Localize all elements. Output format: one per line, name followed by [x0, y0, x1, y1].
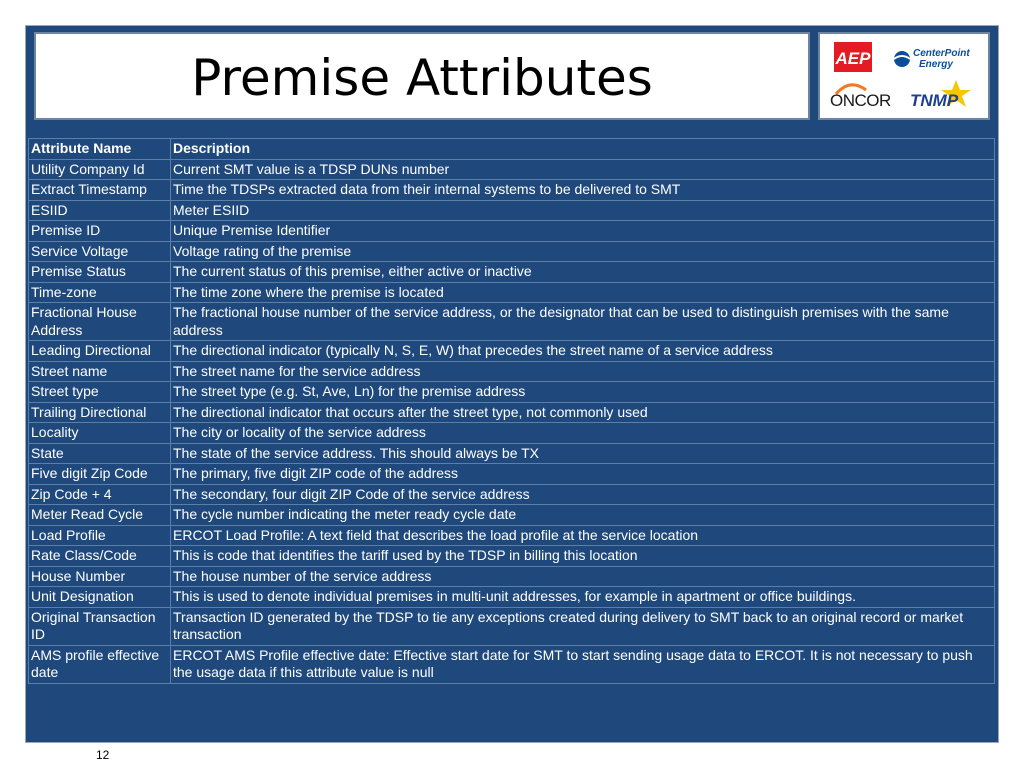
attribute-name-cell: Rate Class/Code: [29, 546, 171, 567]
centerpoint-logo-subtext: Energy: [919, 59, 953, 70]
aep-logo-text: AEP: [835, 49, 871, 68]
attribute-name-cell: Trailing Directional: [29, 402, 171, 423]
table-row: [29, 525, 995, 546]
table-row: [29, 361, 995, 382]
description-cell: Meter ESIID: [171, 200, 995, 221]
attribute-name-cell: Utility Company Id: [29, 159, 171, 180]
tnmp-logo: [910, 80, 971, 110]
attribute-name-cell: Time-zone: [29, 282, 171, 303]
table-row: [29, 303, 995, 341]
table-row: [29, 402, 995, 423]
description-cell: ERCOT AMS Profile effective date: Effective start date for SMT to start sending usage data to ERCOT. It is not necessary to push the usage data if this attribute value is null: [171, 645, 995, 683]
page-number: 12: [96, 748, 110, 762]
description-cell: The street name for the service address: [171, 361, 995, 382]
table-body: [29, 159, 995, 683]
description-cell: The cycle number indicating the meter ready cycle date: [171, 505, 995, 526]
description-cell: Transaction ID generated by the TDSP to tie any exceptions created during delivery to SMT back to an original record or market transaction: [171, 607, 995, 645]
description-cell: The directional indicator (typically N, S, E, W) that precedes the street name of a service address: [171, 341, 995, 362]
attribute-name-cell: Premise ID: [29, 221, 171, 242]
description-cell: This is code that identifies the tariff used by the TDSP in billing this location: [171, 546, 995, 567]
description-cell: This is used to denote individual premises in multi-unit addresses, for example in apartment or office buildings.: [171, 587, 995, 608]
header-attribute-name: Attribute Name: [29, 139, 171, 160]
description-cell: Time the TDSPs extracted data from their internal systems to be delivered to SMT: [171, 180, 995, 201]
table-header-row: [29, 139, 995, 160]
description-cell: The directional indicator that occurs after the street type, not commonly used: [171, 402, 995, 423]
table-row: [29, 587, 995, 608]
oncor-logo-text: ONCOR: [830, 91, 891, 110]
aep-logo: [834, 42, 872, 72]
attribute-name-cell: Unit Designation: [29, 587, 171, 608]
attribute-name-cell: Five digit Zip Code: [29, 464, 171, 485]
table-row: [29, 566, 995, 587]
table-row: [29, 262, 995, 283]
attribute-name-cell: Zip Code + 4: [29, 484, 171, 505]
tnmp-logo-text: TNMP: [910, 91, 959, 110]
attribute-name-cell: House Number: [29, 566, 171, 587]
attributes-table: [28, 138, 995, 684]
utility-logos: [818, 32, 990, 120]
attribute-name-cell: Original Transaction ID: [29, 607, 171, 645]
table-row: [29, 505, 995, 526]
description-cell: The current status of this premise, either active or inactive: [171, 262, 995, 283]
oncor-logo: [830, 85, 891, 110]
table-row: [29, 282, 995, 303]
table-row: [29, 159, 995, 180]
description-cell: The fractional house number of the service address, or the designator that can be used to distinguish premises with the same address: [171, 303, 995, 341]
attribute-name-cell: Premise Status: [29, 262, 171, 283]
utility-logos-graphic: [820, 34, 992, 122]
table-row: [29, 484, 995, 505]
attribute-name-cell: AMS profile effective date: [29, 645, 171, 683]
attribute-name-cell: Locality: [29, 423, 171, 444]
description-cell: The primary, five digit ZIP code of the address: [171, 464, 995, 485]
attribute-name-cell: Load Profile: [29, 525, 171, 546]
description-cell: The street type (e.g. St, Ave, Ln) for the premise address: [171, 382, 995, 403]
table-row: [29, 546, 995, 567]
centerpoint-logo: [894, 48, 970, 70]
table-row: [29, 645, 995, 683]
attribute-name-cell: Fractional House Address: [29, 303, 171, 341]
attribute-name-cell: Street type: [29, 382, 171, 403]
description-cell: The state of the service address. This should always be TX: [171, 443, 995, 464]
table-row: [29, 180, 995, 201]
table-row: [29, 341, 995, 362]
description-cell: Voltage rating of the premise: [171, 241, 995, 262]
table-row: [29, 200, 995, 221]
description-cell: The secondary, four digit ZIP Code of the service address: [171, 484, 995, 505]
description-cell: The house number of the service address: [171, 566, 995, 587]
attribute-name-cell: Meter Read Cycle: [29, 505, 171, 526]
header-description: Description: [171, 139, 995, 160]
attribute-name-cell: Service Voltage: [29, 241, 171, 262]
description-cell: Unique Premise Identifier: [171, 221, 995, 242]
table-row: [29, 423, 995, 444]
description-cell: The city or locality of the service address: [171, 423, 995, 444]
table-row: [29, 443, 995, 464]
description-cell: ERCOT Load Profile: A text field that describes the load profile at the service location: [171, 525, 995, 546]
attribute-name-cell: Leading Directional: [29, 341, 171, 362]
table-row: [29, 241, 995, 262]
description-cell: Current SMT value is a TDSP DUNs number: [171, 159, 995, 180]
attribute-name-cell: Extract Timestamp: [29, 180, 171, 201]
attribute-name-cell: ESIID: [29, 200, 171, 221]
table-row: [29, 221, 995, 242]
slide-title: Premise Attributes: [191, 49, 653, 107]
centerpoint-logo-text: CenterPoint: [913, 48, 970, 59]
description-cell: The time zone where the premise is located: [171, 282, 995, 303]
table-row: [29, 607, 995, 645]
table-row: [29, 464, 995, 485]
table-row: [29, 382, 995, 403]
attribute-name-cell: Street name: [29, 361, 171, 382]
attribute-name-cell: State: [29, 443, 171, 464]
title-box: [34, 32, 810, 120]
